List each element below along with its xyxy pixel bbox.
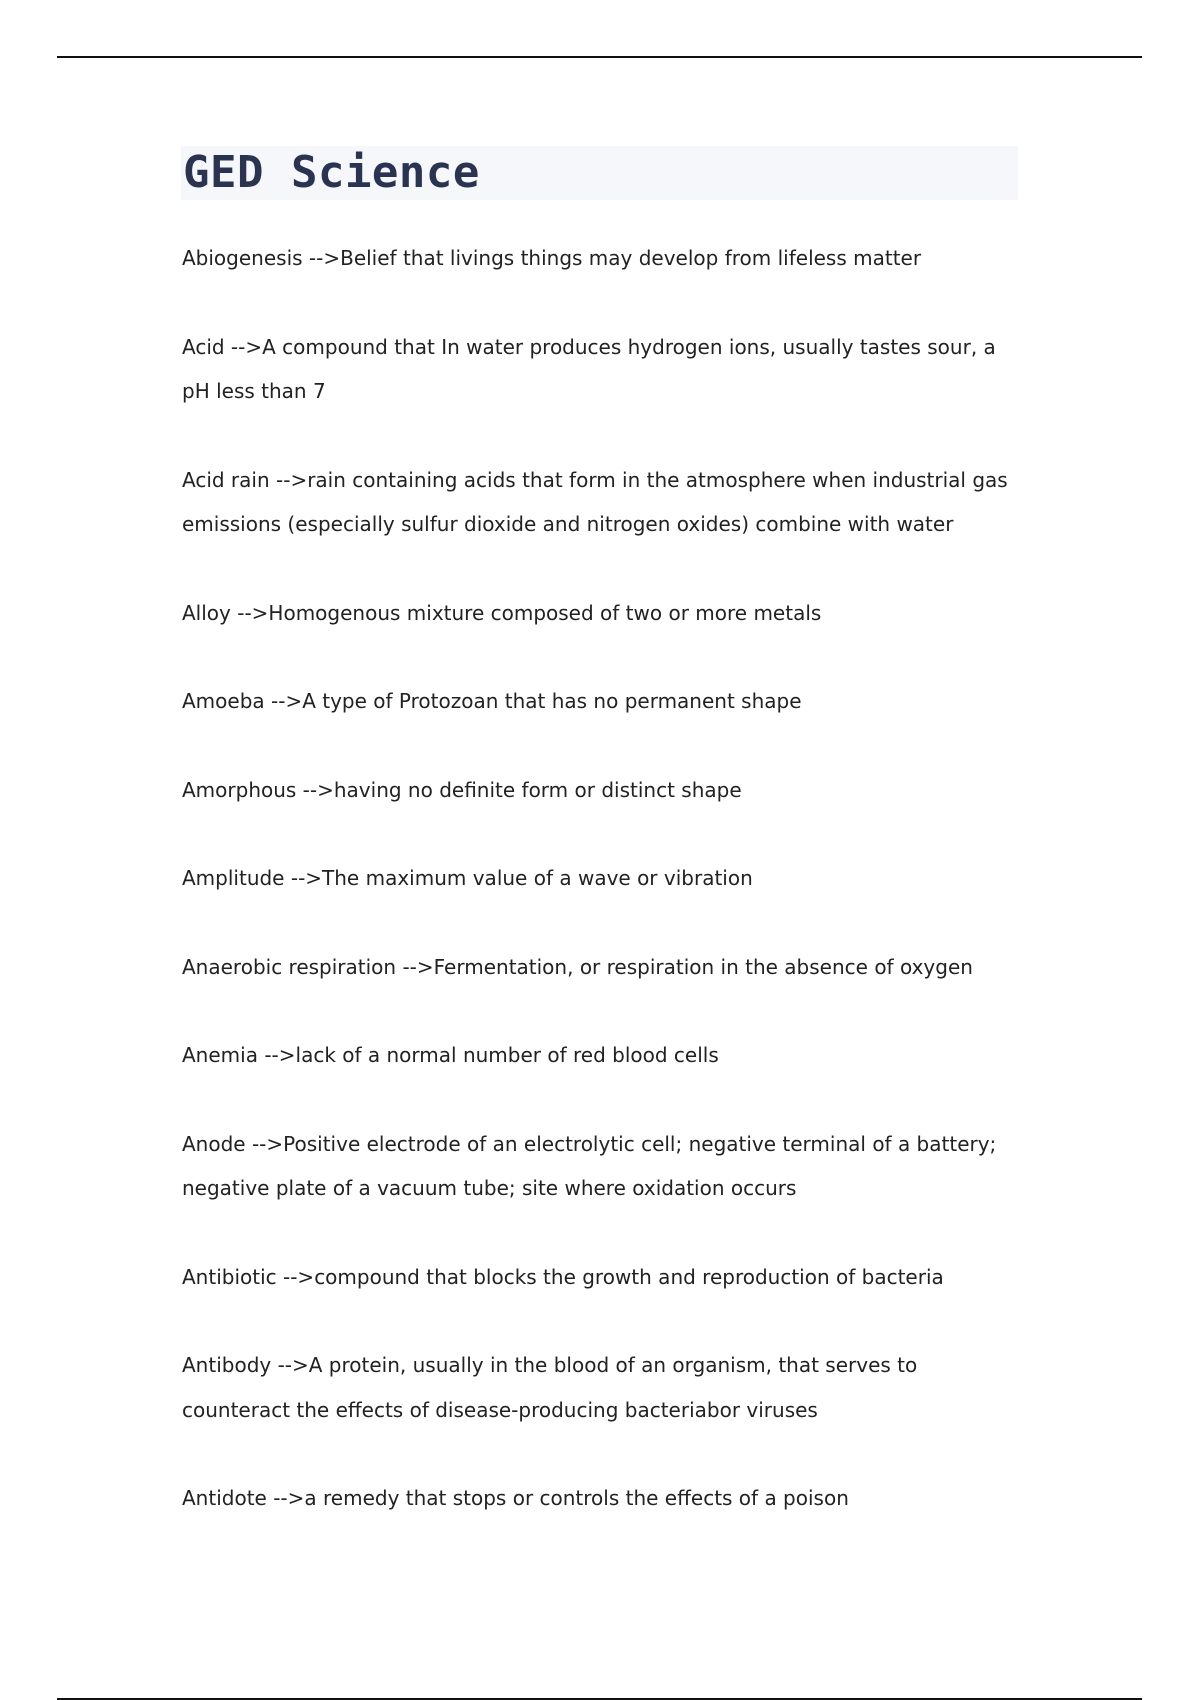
top-divider — [57, 56, 1142, 58]
glossary-entry: Amorphous -->having no definite form or distinct shape — [182, 777, 742, 802]
glossary-entry: Antidote -->a remedy that stops or controls the effects of a poison — [182, 1486, 849, 1510]
glossary-entry: Amplitude -->The maximum value of a wave or vibration — [182, 866, 753, 890]
glossary-entry: Abiogenesis -->Belief that livings things may develop from lifeless matter — [182, 246, 922, 270]
glossary-entry: Antibiotic -->compound that blocks the growth and reproduction of bacteria — [182, 1264, 944, 1289]
glossary-entry: Acid -->A compound that In water produces hydrogen ions, usually tastes sour, a pH less than 7 — [182, 334, 996, 403]
glossary-entry: Anode -->Positive electrode of an electrolytic cell; negative terminal of a battery; negative plate of a vacuum tube; site where oxidation occurs — [182, 1131, 997, 1200]
glossary-entry: Alloy -->Homogenous mixture composed of two or more metals — [182, 600, 822, 625]
glossary-entry: Amoeba -->A type of Protozoan that has no permanent shape — [182, 689, 802, 713]
glossary-list — [182, 236, 1022, 1565]
title-banner — [181, 146, 1018, 200]
glossary-entry: Antibody -->A protein, usually in the blood of an organism, that serves to counteract the effects of disease-producing bacteriabor viruses — [182, 1353, 918, 1422]
glossary-entry: Acid rain -->rain containing acids that form in the atmosphere when industrial gas emissions (especially sulfur dioxide and nitrogen oxides) combine with water — [182, 467, 1008, 536]
glossary-entry: Anemia -->lack of a normal number of red blood cells — [182, 1043, 719, 1067]
page-title: GED Science — [183, 147, 480, 198]
glossary-entry: Anaerobic respiration -->Fermentation, or respiration in the absence of oxygen — [182, 954, 973, 979]
